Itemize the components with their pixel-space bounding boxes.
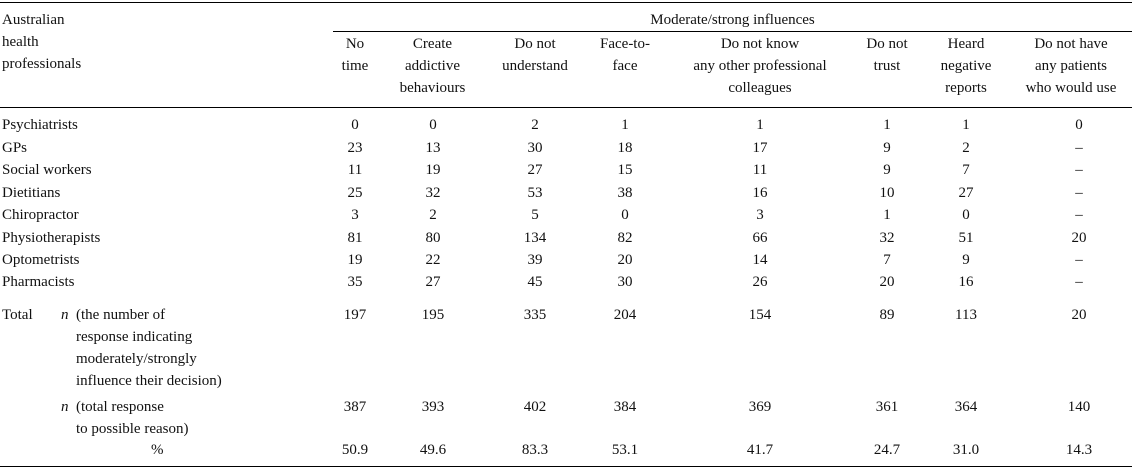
table-cell: – [1075, 274, 1083, 290]
n1-description: (the number of response indicating moderately/strongly influence their decision) [76, 307, 222, 389]
table-cell: 20 [879, 274, 895, 290]
n-symbol: n [61, 399, 69, 415]
table-cell: 11 [347, 162, 363, 178]
percent-label: % [151, 442, 164, 458]
total-responses-cell: 204 [613, 307, 637, 323]
table-cell: 82 [617, 230, 633, 246]
table-cell: 30 [617, 274, 633, 290]
row-label: GPs [2, 140, 28, 156]
all-responses-cell: 402 [523, 399, 547, 415]
total-responses-cell: 89 [879, 307, 895, 323]
percent-cell: 41.7 [746, 442, 774, 458]
total-responses-cell: 154 [748, 307, 772, 323]
table-cell: 134 [523, 230, 547, 246]
row-label: Physiotherapists [2, 230, 101, 246]
all-responses-cell: 361 [875, 399, 899, 415]
table-cell: 14 [752, 252, 768, 268]
percent-cell: 49.6 [419, 442, 447, 458]
col-header-face-to-face: Face-to- face [600, 36, 650, 74]
table-cell: 39 [527, 252, 543, 268]
table-cell: 80 [425, 230, 441, 246]
percent-cell: 24.7 [873, 442, 901, 458]
table-cell: 0 [621, 207, 629, 223]
n-symbol: n [61, 307, 69, 323]
col-header-do-not-know: Do not know any other professional colleagues [693, 36, 827, 96]
table-bottom-rule [0, 466, 1132, 467]
table-cell: 35 [347, 274, 363, 290]
percent-cell: 83.3 [521, 442, 549, 458]
table-cell: 1 [621, 117, 629, 133]
total-responses-cell: 20 [1071, 307, 1087, 323]
table-cell: 17 [752, 140, 768, 156]
table-cell: 51 [958, 230, 974, 246]
table-cell: 81 [347, 230, 363, 246]
percent-cell: 14.3 [1065, 442, 1093, 458]
all-responses-cell: 364 [954, 399, 978, 415]
all-responses-cell: 140 [1067, 399, 1091, 415]
table-cell: 2 [962, 140, 970, 156]
table-cell: 0 [429, 117, 437, 133]
total-responses-cell: 195 [421, 307, 445, 323]
table-cell: 23 [347, 140, 363, 156]
total-responses-cell: 335 [523, 307, 547, 323]
row-label: Dietitians [2, 185, 61, 201]
row-label: Pharmacists [2, 274, 75, 290]
table-cell: 1 [756, 117, 764, 133]
table-cell: 1 [883, 207, 891, 223]
all-responses-cell: 393 [421, 399, 445, 415]
table-cell: 66 [752, 230, 768, 246]
table-cell: 9 [883, 140, 891, 156]
table-cell: 20 [617, 252, 633, 268]
table-cell: 0 [351, 117, 359, 133]
table-cell: 18 [617, 140, 633, 156]
row-label: Social workers [2, 162, 92, 178]
total-responses-cell: 113 [955, 307, 977, 323]
table-cell: 19 [425, 162, 441, 178]
table-cell: 16 [958, 274, 974, 290]
table-cell: 20 [1071, 230, 1087, 246]
all-responses-cell: 387 [343, 399, 367, 415]
table-cell: 9 [962, 252, 970, 268]
table-cell: – [1075, 140, 1083, 156]
group-header: Moderate/strong influences [650, 12, 815, 28]
table-top-rule [0, 2, 1132, 3]
header-bottom-rule [0, 107, 1132, 108]
percent-cell: 31.0 [952, 442, 980, 458]
percent-cell: 53.1 [611, 442, 639, 458]
row-label: Chiropractor [2, 207, 79, 223]
col-header-no-patients: Do not have any patients who would use [1025, 36, 1117, 96]
totals-label: Total [2, 307, 33, 323]
table-cell: 7 [962, 162, 970, 178]
col-header-create-addictive: Create addictive behaviours [399, 36, 466, 96]
col-header-heard-negative: Heard negative reports [940, 36, 992, 96]
table-cell: 30 [527, 140, 543, 156]
table-cell: – [1075, 207, 1083, 223]
table-cell: 0 [962, 207, 970, 223]
table-cell: 9 [883, 162, 891, 178]
table-cell: 25 [347, 185, 363, 201]
table-cell: 0 [1075, 117, 1083, 133]
table-cell: 16 [752, 185, 768, 201]
table-cell: 26 [752, 274, 768, 290]
all-responses-cell: 369 [748, 399, 772, 415]
table-cell: 3 [351, 207, 359, 223]
table-cell: 45 [527, 274, 543, 290]
table-cell: 19 [347, 252, 363, 268]
table-cell: 32 [879, 230, 895, 246]
table-cell: – [1075, 162, 1083, 178]
table-cell: 11 [752, 162, 768, 178]
n2-description: (total response to possible reason) [76, 399, 189, 437]
table-cell: 2 [429, 207, 437, 223]
table-cell: 27 [527, 162, 543, 178]
table-cell: 22 [425, 252, 441, 268]
stub-header: Australian health professionals [2, 12, 82, 72]
col-header-do-not-understand: Do not understand [502, 36, 568, 74]
table-cell: 10 [879, 185, 895, 201]
group-header-rule [333, 31, 1132, 32]
percent-cell: 50.9 [341, 442, 369, 458]
table-cell: – [1075, 252, 1083, 268]
table-cell: 13 [425, 140, 441, 156]
table-cell: 32 [425, 185, 441, 201]
table-cell: 27 [958, 185, 974, 201]
total-responses-cell: 197 [343, 307, 367, 323]
table-cell: – [1075, 185, 1083, 201]
row-label: Optometrists [2, 252, 80, 268]
table-cell: 38 [617, 185, 633, 201]
row-label: Psychiatrists [2, 117, 78, 133]
table-cell: 15 [617, 162, 633, 178]
table-cell: 3 [756, 207, 764, 223]
table-cell: 5 [531, 207, 539, 223]
col-header-no-time: No time [341, 36, 369, 74]
all-responses-cell: 384 [613, 399, 637, 415]
table-cell: 1 [883, 117, 891, 133]
table-cell: 27 [425, 274, 441, 290]
table-cell: 1 [962, 117, 970, 133]
table-cell: 2 [531, 117, 539, 133]
table-cell: 7 [883, 252, 891, 268]
col-header-do-not-trust: Do not trust [866, 36, 908, 74]
table-cell: 53 [527, 185, 543, 201]
